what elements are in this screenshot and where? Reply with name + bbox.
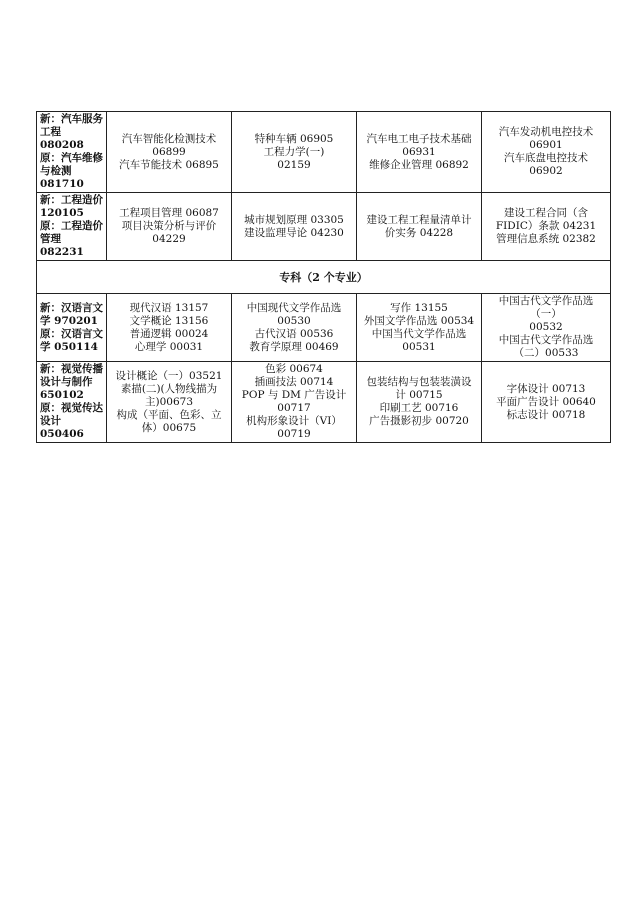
course-cell: 汽车电工电子技术基础 06931 维修企业管理 06892 xyxy=(357,112,482,193)
course-cell: 汽车智能化检测技术 06899 汽车节能技术 06895 xyxy=(107,112,232,193)
course-cell: 色彩 00674 插画技法 00714 POP 与 DM 广告设计 00717 机构形象设计（VI） 00719 xyxy=(232,362,357,443)
major-cell: 新：汽车服务 工程 080208 原：汽车维修 与检测 081710 xyxy=(37,112,107,193)
course-cell: 建设工程工程量清单计 价实务 04228 xyxy=(357,193,482,261)
course-cell: 汽车发动机电控技术 06901 汽车底盘电控技术 06902 xyxy=(482,112,611,193)
section-title: 专科（2 个专业） xyxy=(37,261,611,294)
course-cell: 写作 13155 外国文学作品选 00534 中国当代文学作品选 00531 xyxy=(357,294,482,362)
course-table-page xyxy=(36,111,610,443)
table-row xyxy=(37,362,611,443)
course-cell: 中国现代文学作品选 00530 古代汉语 00536 教育学原理 00469 xyxy=(232,294,357,362)
course-cell: 特种车辆 06905 工程力学(一) 02159 xyxy=(232,112,357,193)
course-cell: 字体设计 00713 平面广告设计 00640 标志设计 00718 xyxy=(482,362,611,443)
course-table xyxy=(36,111,611,443)
major-cell: 新：工程造价 120105 原：工程造价 管理 082231 xyxy=(37,193,107,261)
table-row xyxy=(37,193,611,261)
course-cell: 工程项目管理 06087 项目决策分析与评价 04229 xyxy=(107,193,232,261)
course-cell: 城市规划原理 03305 建设监理导论 04230 xyxy=(232,193,357,261)
table-row xyxy=(37,112,611,193)
major-cell: 新：视觉传播 设计与制作 650102 原：视觉传达 设计 050406 xyxy=(37,362,107,443)
table-row xyxy=(37,294,611,362)
major-cell: 新：汉语言文 学 970201 原：汉语言文 学 050114 xyxy=(37,294,107,362)
course-cell: 中国古代文学作品选 （一） 00532 中国古代文学作品选 （二）00533 xyxy=(482,294,611,362)
section-row xyxy=(37,261,611,294)
course-cell: 现代汉语 13157 文学概论 13156 普通逻辑 00024 心理学 00031 xyxy=(107,294,232,362)
course-cell: 包装结构与包装装潢设 计 00715 印刷工艺 00716 广告摄影初步 00720 xyxy=(357,362,482,443)
course-cell: 设计概论（一）03521 素描(二)(人物线描为 主)00673 构成（平面、色彩、立 体）00675 xyxy=(107,362,232,443)
course-cell: 建设工程合同（含 FIDIC）条款 04231 管理信息系统 02382 xyxy=(482,193,611,261)
